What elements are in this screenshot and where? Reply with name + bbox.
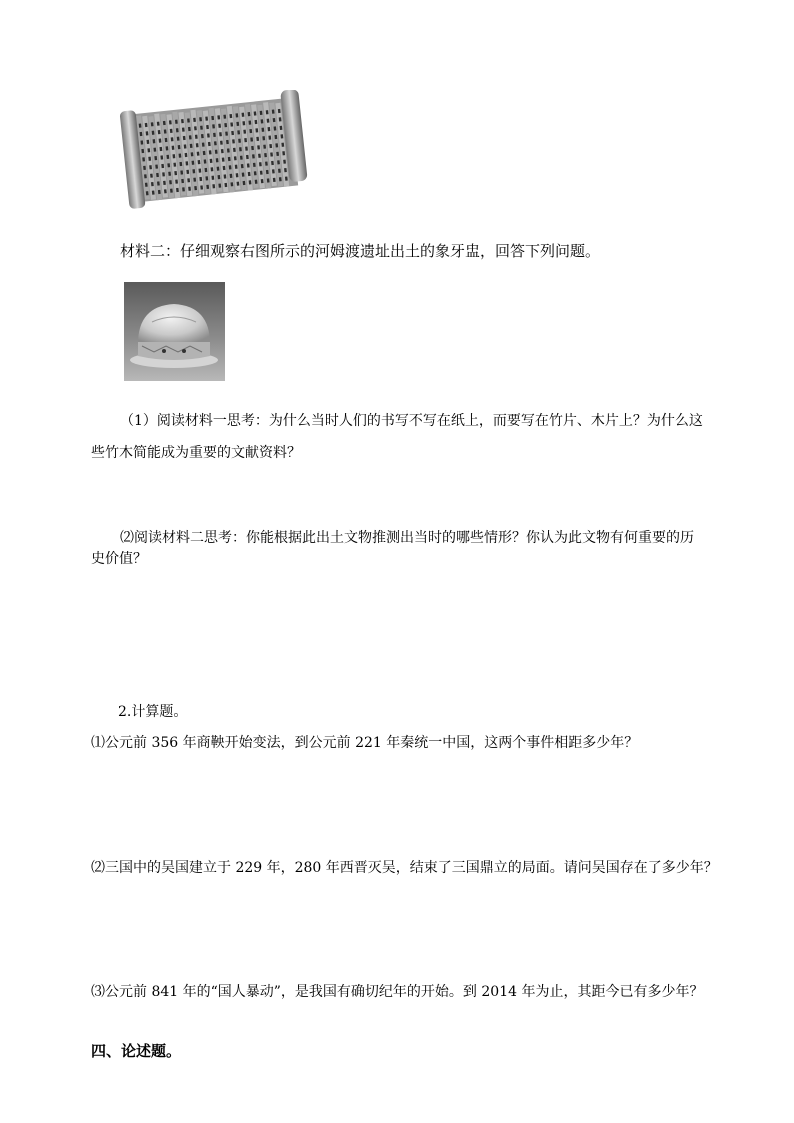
slip-character <box>274 126 277 130</box>
slip-character <box>172 146 175 150</box>
slip-character <box>193 118 196 122</box>
slip-character <box>271 161 274 165</box>
slip-character <box>179 162 182 166</box>
calc-question-1: ⑴公元前 356 年商鞅开始变法，到公元前 221 年秦统一中国，这两个事件相距多少年？ <box>91 735 639 751</box>
slip-character <box>230 122 233 126</box>
slip-character <box>190 144 193 148</box>
slip-character <box>188 127 191 131</box>
slip-character <box>187 118 190 122</box>
calc-question-2: ⑵三国中的吴国建立于 229 年，280 年西晋灭吴，结束了三国鼎立的局面。请问吴国存在了多少年？ <box>91 860 718 876</box>
slip-character <box>143 166 146 170</box>
slip-character <box>230 174 233 178</box>
material2-intro: 材料二：仔细观察右图所示的河姆渡遗址出土的象牙盅，回答下列问题。 <box>120 242 601 260</box>
slip-character <box>261 179 264 183</box>
slip-character <box>191 152 194 156</box>
slip-character <box>280 126 283 130</box>
slip-character <box>218 183 221 187</box>
slip-character <box>153 148 156 152</box>
slip-character <box>155 164 158 168</box>
slip-character <box>276 152 279 156</box>
slip-character <box>182 187 185 191</box>
slip-character <box>241 164 244 168</box>
slip-character <box>212 124 215 128</box>
slip-character <box>233 148 236 152</box>
slip-character <box>205 168 208 172</box>
slip-character <box>208 142 211 146</box>
slip-character <box>218 124 221 128</box>
slip-character <box>142 157 145 161</box>
slip-character <box>274 135 277 139</box>
slip-character <box>151 182 154 186</box>
slip-character <box>160 155 163 159</box>
slip-character <box>185 153 188 157</box>
ivory-cup-image <box>124 282 225 381</box>
slip-character <box>146 131 149 135</box>
slip-character <box>266 110 269 114</box>
slip-character <box>221 149 224 153</box>
slip-character <box>250 137 253 141</box>
slip-character <box>235 113 238 117</box>
slip-character <box>235 165 238 169</box>
slip-character <box>210 159 213 163</box>
slip-character <box>176 188 179 192</box>
slip-character <box>176 128 179 132</box>
slip-character <box>255 180 258 184</box>
slip-character <box>227 148 230 152</box>
slip-character <box>211 176 214 180</box>
slip-character <box>202 142 205 146</box>
slip-character <box>186 170 189 174</box>
section-4-heading: 四、论述题。 <box>91 1042 182 1060</box>
slip-character <box>273 178 276 182</box>
slip-character <box>206 125 209 129</box>
slip-character <box>248 172 251 176</box>
slip-character <box>181 119 184 123</box>
slip-character <box>263 145 266 149</box>
slip-character <box>158 190 161 194</box>
slip-character <box>258 154 261 158</box>
slip-character <box>167 163 170 167</box>
slip-character <box>199 177 202 181</box>
slip-character <box>159 147 162 151</box>
slip-character <box>164 129 167 133</box>
slip-character <box>251 146 254 150</box>
slip-character <box>175 179 178 183</box>
slip-character <box>140 140 143 144</box>
slip-character <box>205 176 208 180</box>
slip-character <box>284 168 287 172</box>
slip-character <box>229 165 232 169</box>
slip-character <box>163 181 166 185</box>
slip-character <box>188 187 191 191</box>
slip-character <box>154 156 157 160</box>
slip-character <box>261 119 264 123</box>
slip-character <box>169 120 172 124</box>
slip-character <box>212 184 215 188</box>
slip-character <box>150 174 153 178</box>
slip-character <box>201 134 204 138</box>
slip-character <box>257 145 260 149</box>
slip-character <box>239 147 242 151</box>
slip-character <box>145 183 148 187</box>
slip-character <box>170 129 173 133</box>
slip-character <box>244 138 247 142</box>
slip-character <box>165 138 168 142</box>
slip-character <box>243 181 246 185</box>
slip-character <box>229 114 232 118</box>
slip-character <box>220 141 223 145</box>
slip-character <box>147 140 150 144</box>
slip-character <box>171 137 174 141</box>
slip-character <box>145 123 148 127</box>
slip-character <box>152 190 155 194</box>
slip-character <box>139 123 142 127</box>
slip-character <box>196 143 199 147</box>
slip-character <box>283 160 286 164</box>
slip-character <box>148 157 151 161</box>
slip-character <box>272 169 275 173</box>
slip-character <box>209 150 212 154</box>
slip-character <box>226 140 229 144</box>
slip-character <box>175 120 178 124</box>
slip-character <box>166 155 169 159</box>
slip-character <box>230 182 233 186</box>
slip-character <box>194 186 197 190</box>
slip-character <box>268 127 271 131</box>
slip-character <box>168 172 171 176</box>
slip-character <box>281 143 284 147</box>
slip-character <box>254 171 257 175</box>
slip-character <box>213 133 216 137</box>
slip-character <box>265 161 268 165</box>
slip-character <box>240 156 243 160</box>
slip-character <box>228 157 231 161</box>
slip-character <box>246 155 249 159</box>
slip-character <box>219 132 222 136</box>
slip-character <box>253 163 256 167</box>
slip-character <box>151 122 154 126</box>
slip-character <box>217 115 220 119</box>
slip-character <box>242 172 245 176</box>
calc-heading: 2.计算题。 <box>118 704 188 720</box>
slip-character <box>285 176 288 180</box>
slip-character <box>195 135 198 139</box>
slip-character <box>141 149 144 153</box>
slip-character <box>236 173 239 177</box>
slip-character <box>279 177 282 181</box>
slip-character <box>270 152 273 156</box>
slip-character <box>272 109 275 113</box>
slip-character <box>238 139 241 143</box>
slip-character <box>207 133 210 137</box>
slip-character <box>164 189 167 193</box>
slip-character <box>218 175 221 179</box>
slip-character <box>267 178 270 182</box>
slip-character <box>264 153 267 157</box>
slip-character <box>254 111 257 115</box>
slip-character <box>182 127 185 131</box>
slip-character <box>237 182 240 186</box>
slip-character <box>140 132 143 136</box>
slip-character <box>152 131 155 135</box>
slip-character <box>163 121 166 125</box>
slip-character <box>181 179 184 183</box>
slip-character <box>242 113 245 117</box>
slip-character <box>170 189 173 193</box>
slip-character <box>193 178 196 182</box>
slip-character <box>198 160 201 164</box>
slip-character <box>225 131 228 135</box>
calc-question-3: ⑶公元前 841 年的“国人暴动”，是我国有确切纪年的开始。到 2014 年为止，其距今已有多少年？ <box>91 984 704 1000</box>
slip-character <box>187 178 190 182</box>
slip-character <box>269 144 272 148</box>
slip-character <box>173 163 176 167</box>
slip-character <box>259 162 262 166</box>
slip-character <box>205 116 208 120</box>
slip-character <box>243 130 246 134</box>
slip-character <box>216 158 219 162</box>
slip-character <box>197 152 200 156</box>
slip-character <box>247 163 250 167</box>
slip-character <box>256 137 259 141</box>
slip-character <box>192 161 195 165</box>
slip-character <box>262 136 265 140</box>
slip-character <box>185 161 188 165</box>
slip-character <box>280 134 283 138</box>
slip-character <box>206 185 209 189</box>
slip-character <box>174 171 177 175</box>
slip-character <box>260 171 263 175</box>
slip-character <box>157 181 160 185</box>
bamboo-slips-image <box>118 90 310 210</box>
slip-character <box>200 126 203 130</box>
slip-character <box>224 183 227 187</box>
slip-character <box>211 167 214 171</box>
slip-character <box>166 146 169 150</box>
slip-character <box>217 167 220 171</box>
slip-character <box>278 169 281 173</box>
slip-character <box>236 122 239 126</box>
slip-character <box>223 166 226 170</box>
slip-character <box>232 139 235 143</box>
slip-character <box>153 139 156 143</box>
slip-character <box>180 170 183 174</box>
slip-character <box>169 180 172 184</box>
slip-character <box>282 151 285 155</box>
slip-character <box>268 135 271 139</box>
slip-character <box>248 120 251 124</box>
slip-character <box>146 191 149 195</box>
slip-character <box>211 116 214 120</box>
slip-character <box>267 119 270 123</box>
slip-character <box>275 143 278 147</box>
slip-character <box>277 160 280 164</box>
question-1-line-2: 些竹木简能成为重要的文献资料？ <box>91 445 301 461</box>
slip-character <box>278 109 281 113</box>
slip-character <box>255 128 258 132</box>
slip-character <box>200 185 203 189</box>
slip-character <box>224 123 227 127</box>
slip-character <box>198 168 201 172</box>
question-1-line-1: （1）阅读材料一思考：为什么当时人们的书写不写在纸上，而要写在竹片、木片上？为什么这 <box>120 413 703 429</box>
slip-character <box>224 174 227 178</box>
slip-character <box>144 174 147 178</box>
slip-character <box>237 130 240 134</box>
slip-character <box>147 148 150 152</box>
slip-character <box>189 135 192 139</box>
slip-character <box>273 118 276 122</box>
slip-character <box>179 153 182 157</box>
slip-character <box>279 117 282 121</box>
slip-character <box>223 115 226 119</box>
slip-character <box>266 170 269 174</box>
slip-character <box>159 138 162 142</box>
slip-character <box>215 150 218 154</box>
slip-character <box>192 169 195 173</box>
question-2-line-1: ⑵阅读材料二思考：你能根据此出土文物推测出当时的哪些情形？你认为此文物有何重要的历 <box>120 530 694 546</box>
slip-character <box>177 137 180 141</box>
slip-character <box>203 151 206 155</box>
slip-character <box>172 154 175 158</box>
slip-character <box>183 136 186 140</box>
slip-character <box>214 141 217 145</box>
slip-character <box>245 146 248 150</box>
slip-character <box>161 164 164 168</box>
slip-character <box>204 159 207 163</box>
slip-character <box>199 117 202 121</box>
slip-character <box>158 130 161 134</box>
slip-character <box>261 128 264 132</box>
slip-character <box>249 180 252 184</box>
slip-character <box>248 112 251 116</box>
slip-character <box>178 145 181 149</box>
slip-character <box>149 165 152 169</box>
slip-character <box>194 126 197 130</box>
slip-character <box>231 131 234 135</box>
slip-character <box>255 120 258 124</box>
slip-character <box>252 154 255 158</box>
slip-character <box>242 121 245 125</box>
slip-character <box>162 172 165 176</box>
slip-character <box>157 122 160 126</box>
question-2-line-2: 史价值？ <box>91 551 147 567</box>
slip-character <box>156 173 159 177</box>
slip-character <box>222 157 225 161</box>
slip-character <box>249 129 252 133</box>
slip-character <box>260 111 263 115</box>
slip-character <box>234 156 237 160</box>
slip-character <box>184 144 187 148</box>
